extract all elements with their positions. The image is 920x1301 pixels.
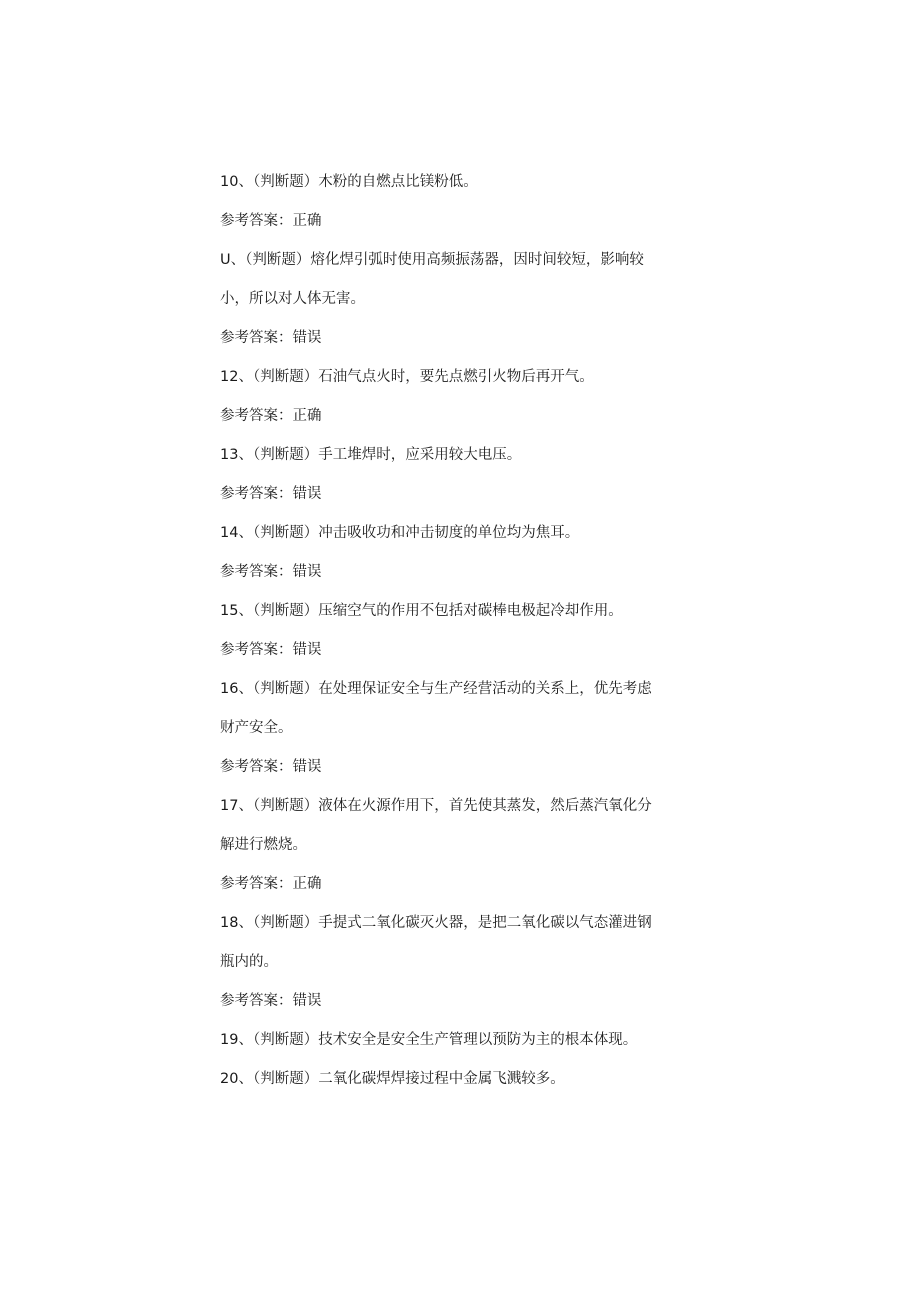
question-11: U、（判断题）熔化焊引弧时使用高频振荡器，因时间较短，影响较 [220,252,644,268]
question-14: 14、（判断题）冲击吸收功和冲击韧度的单位均为焦耳。 [220,525,580,541]
answer-12: 参考答案：正确 [220,408,322,424]
answer-10: 参考答案：正确 [220,213,322,229]
answer-17: 参考答案：正确 [220,876,322,892]
question-19: 19、（判断题）技术安全是安全生产管理以预防为主的根本体现。 [220,1032,638,1048]
question-11-continued: 小，所以对人体无害。 [220,291,365,307]
answer-14: 参考答案：错误 [220,564,322,580]
question-16-continued: 财产安全。 [220,720,293,736]
question-20: 20、（判断题）二氧化碳焊焊接过程中金属飞溅较多。 [220,1071,565,1087]
question-12: 12、（判断题）石油气点火时，要先点燃引火物后再开气。 [220,369,594,385]
question-16: 16、（判断题）在处理保证安全与生产经营活动的关系上，优先考虑 [220,681,652,697]
answer-13: 参考答案：错误 [220,486,322,502]
question-13: 13、（判断题）手工堆焊时，应采用较大电压。 [220,447,522,463]
question-18-continued: 瓶内的。 [220,954,278,970]
question-17: 17、（判断题）液体在火源作用下，首先使其蒸发，然后蒸汽氧化分 [220,798,652,814]
answer-16: 参考答案：错误 [220,759,322,775]
answer-11: 参考答案：错误 [220,330,322,346]
answer-18: 参考答案：错误 [220,993,322,1009]
question-list [220,163,695,1099]
question-18: 18、（判断题）手提式二氧化碳灭火器，是把二氧化碳以气态灌进钢 [220,915,652,931]
question-15: 15、（判断题）压缩空气的作用不包括对碳棒电极起冷却作用。 [220,603,623,619]
answer-15: 参考答案：错误 [220,642,322,658]
question-10: 10、（判断题）木粉的自燃点比镁粉低。 [220,174,478,190]
question-17-continued: 解进行燃烧。 [220,837,307,853]
